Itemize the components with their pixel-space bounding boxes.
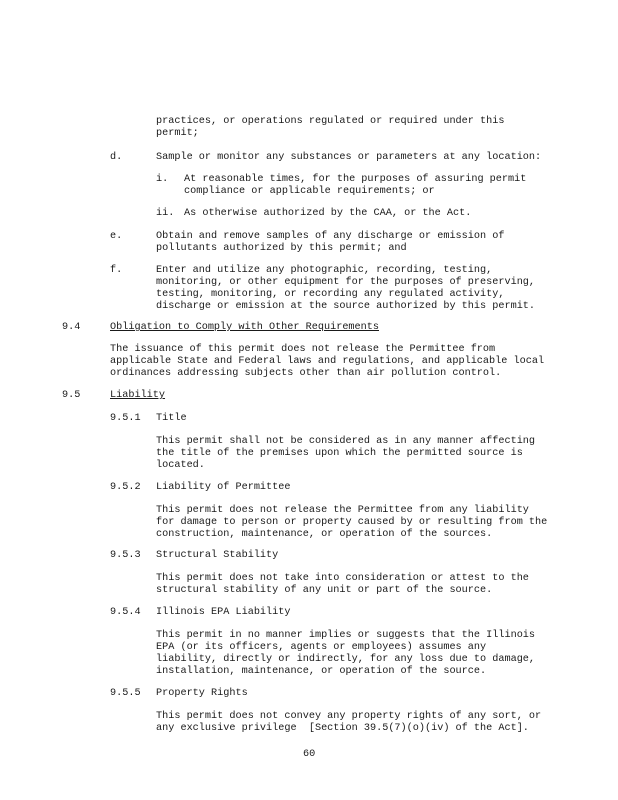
item-f-line-2: monitoring, or other equipment for the purposes of preserving, bbox=[156, 277, 536, 288]
section-9-5-title: Liability bbox=[110, 390, 166, 401]
page-number: 60 bbox=[303, 749, 316, 760]
section-9-4-line-1: The issuance of this permit does not release the Permittee from bbox=[110, 344, 496, 355]
section-9-5-4-line-4: installation, maintenance, or operation of the source. bbox=[156, 666, 487, 677]
item-d-text: Sample or monitor any substances or parameters at any location: bbox=[156, 152, 542, 163]
section-9-5-4-line-2: EPA (or its officers, agents or employees) assumes any bbox=[156, 642, 487, 653]
item-d-ii-marker: ii. bbox=[156, 208, 175, 219]
intro-line-2: permit; bbox=[156, 128, 199, 139]
item-d-i-marker: i. bbox=[156, 174, 169, 185]
section-9-5-2-number: 9.5.2 bbox=[110, 482, 141, 493]
item-f-marker: f. bbox=[110, 265, 123, 276]
section-9-5-1-line-2: the title of the premises upon which the permitted source is bbox=[156, 448, 523, 459]
item-f-line-4: discharge or emission at the source authorized by this permit. bbox=[156, 301, 536, 312]
section-9-5-2-line-1: This permit does not release the Permittee from any liability bbox=[156, 505, 529, 516]
section-9-4-line-2: applicable State and Federal laws and regulations, and applicable local bbox=[110, 356, 545, 367]
section-9-5-1-line-1: This permit shall not be considered as in any manner affecting bbox=[156, 436, 536, 447]
section-9-5-4-number: 9.5.4 bbox=[110, 607, 141, 618]
section-9-5-2-title: Liability of Permittee bbox=[156, 482, 291, 493]
section-9-5-5-number: 9.5.5 bbox=[110, 688, 141, 699]
section-9-5-2-line-3: construction, maintenance, or operation of the sources. bbox=[156, 529, 493, 540]
item-d-i-line-1: At reasonable times, for the purposes of assuring permit bbox=[184, 174, 527, 185]
section-9-4-line-3: ordinances addressing subjects other than air pollution control. bbox=[110, 368, 502, 379]
section-9-5-5-title: Property Rights bbox=[156, 688, 248, 699]
section-9-5-number: 9.5 bbox=[62, 390, 81, 401]
section-9-5-4-line-1: This permit in no manner implies or suggests that the Illinois bbox=[156, 630, 536, 641]
item-e-line-1: Obtain and remove samples of any discharge or emission of bbox=[156, 231, 505, 242]
section-9-5-3-line-2: structural stability of any unit or part of the source. bbox=[156, 585, 493, 596]
section-9-5-3-number: 9.5.3 bbox=[110, 550, 141, 561]
item-f-line-1: Enter and utilize any photographic, recording, testing, bbox=[156, 265, 493, 276]
item-e-marker: e. bbox=[110, 231, 123, 242]
section-9-5-1-number: 9.5.1 bbox=[110, 413, 141, 424]
section-9-5-1-line-3: located. bbox=[156, 460, 205, 471]
item-d-ii-text: As otherwise authorized by the CAA, or the Act. bbox=[184, 208, 472, 219]
section-9-4-number: 9.4 bbox=[62, 322, 81, 333]
section-9-5-4-title: Illinois EPA Liability bbox=[156, 607, 291, 618]
section-9-5-5-line-2: any exclusive privilege [Section 39.5(7)(o)(iv) of the Act]. bbox=[156, 723, 529, 734]
section-9-4-title: Obligation to Comply with Other Requirements bbox=[110, 322, 379, 333]
item-f-line-3: testing, monitoring, or recording any regulated activity, bbox=[156, 289, 505, 300]
section-9-5-3-title: Structural Stability bbox=[156, 550, 279, 561]
item-d-i-line-2: compliance or applicable requirements; or bbox=[184, 186, 435, 197]
item-d-marker: d. bbox=[110, 152, 123, 163]
section-9-5-4-line-3: liability, directly or indirectly, for any loss due to damage, bbox=[156, 654, 536, 665]
section-9-5-3-line-1: This permit does not take into consideration or attest to the bbox=[156, 573, 529, 584]
section-9-5-2-line-2: for damage to person or property caused by or resulting from the bbox=[156, 517, 548, 528]
section-9-5-1-title: Title bbox=[156, 413, 187, 424]
section-9-5-5-line-1: This permit does not convey any property rights of any sort, or bbox=[156, 711, 542, 722]
intro-line-1: practices, or operations regulated or required under this bbox=[156, 116, 505, 127]
item-e-line-2: pollutants authorized by this permit; and bbox=[156, 243, 407, 254]
